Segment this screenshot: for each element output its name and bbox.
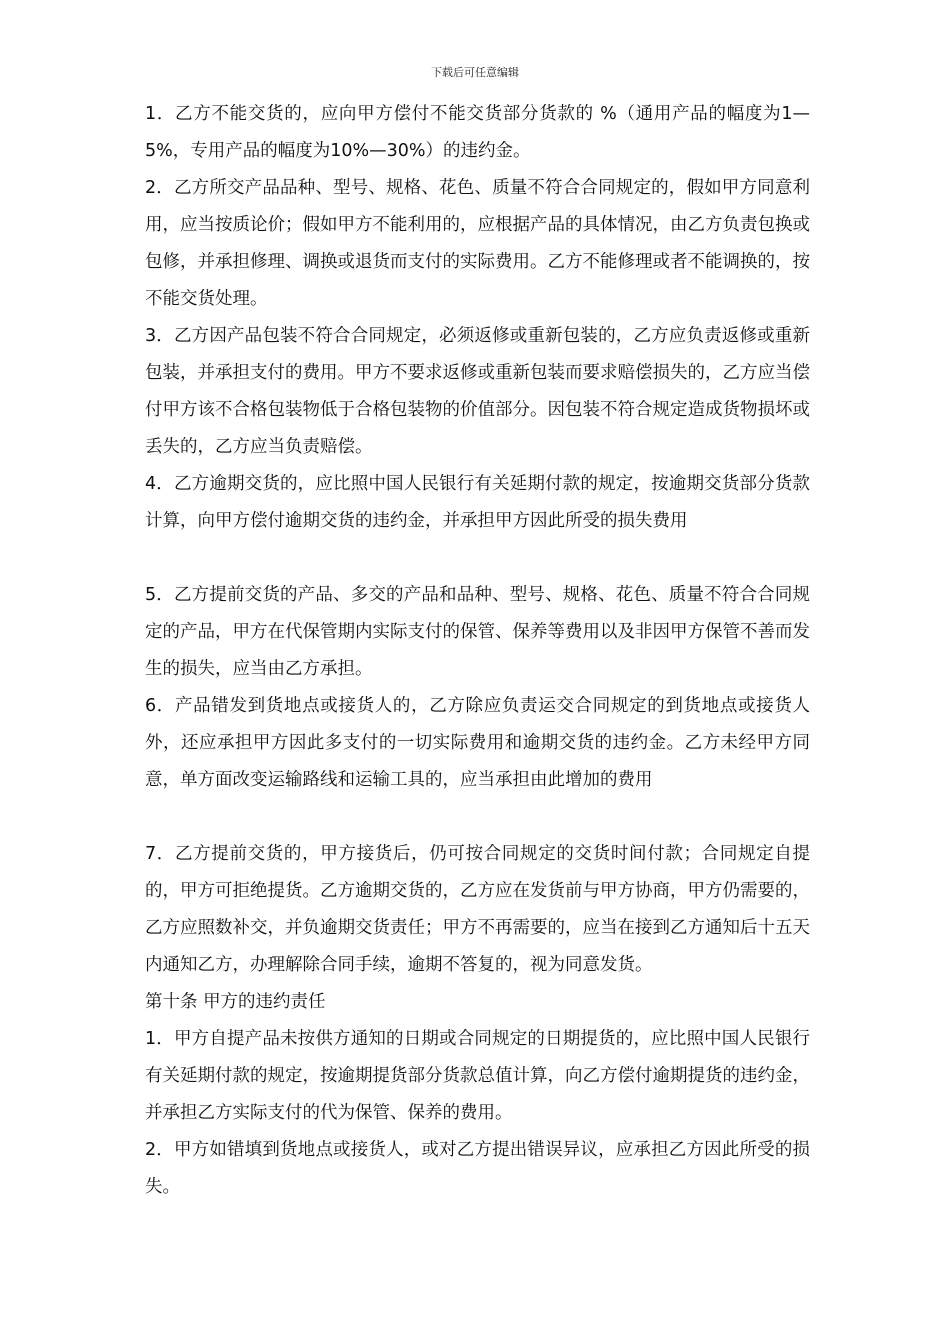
paragraph-4: 4．乙方逾期交货的，应比照中国人民银行有关延期付款的规定，按逾期交货部分货款计算，向甲方偿付逾期交货的违约金，并承担甲方因此所受的损失费用 — [145, 474, 810, 531]
paragraph-2: 2．乙方所交产品品种、型号、规格、花色、质量不符合合同规定的，假如甲方同意利用，应当按质论价；假如甲方不能利用的，应根据产品的具体情况，由乙方负责包换或包修，并承担修理、调换或退货而支付的实际费用。乙方不能修理或者不能调换的，按不能交货处理。 — [145, 178, 810, 309]
page-header: 下载后可任意编辑 — [431, 66, 519, 79]
paragraph-7: 7．乙方提前交货的，甲方接货后，仍可按合同规定的交货时间付款；合同规定自提的，甲方可拒绝提货。乙方逾期交货的，乙方应在发货前与甲方协商，甲方仍需要的，乙方应照数补交，并负逾期交货责任；甲方不再需要的，应当在接到乙方通知后十五天内通知乙方，办理解除合同手续，逾期不答复的，视为同意发货。 — [145, 844, 810, 975]
paragraph-3: 3．乙方因产品包装不符合合同规定，必须返修或重新包装的，乙方应负责返修或重新包装，并承担支付的费用。甲方不要求返修或重新包装而要求赔偿损失的，乙方应当偿付甲方该不合格包装物低于合格包装物的价值部分。因包装不符合规定造成货物损坏或丢失的，乙方应当负责赔偿。 — [145, 326, 810, 457]
section-heading: 第十条 甲方的违约责任 — [145, 992, 326, 1012]
paragraph-1: 1．乙方不能交货的，应向甲方偿付不能交货部分货款的 %（通用产品的幅度为1—5%，专用产品的幅度为10%—30%）的违约金。 — [145, 104, 810, 161]
document-body — [145, 96, 810, 1206]
paragraph-5: 5．乙方提前交货的产品、多交的产品和品种、型号、规格、花色、质量不符合合同规定的产品，甲方在代保管期内实际支付的保管、保养等费用以及非因甲方保管不善而发生的损失，应当由乙方承担。 — [145, 585, 810, 679]
paragraph-8: 1．甲方自提产品未按供方通知的日期或合同规定的日期提货的，应比照中国人民银行有关延期付款的规定，按逾期提货部分货款总值计算，向乙方偿付逾期提货的违约金，并承担乙方实际支付的代为保管、保养的费用。 — [145, 1029, 810, 1123]
paragraph-6: 6．产品错发到货地点或接货人的，乙方除应负责运交合同规定的到货地点或接货人外，还应承担甲方因此多支付的一切实际费用和逾期交货的违约金。乙方未经甲方同意，单方面改变运输路线和运输工具的，应当承担由此增加的费用 — [145, 696, 810, 790]
paragraph-9: 2．甲方如错填到货地点或接货人，或对乙方提出错误异议，应承担乙方因此所受的损失。 — [145, 1140, 810, 1197]
